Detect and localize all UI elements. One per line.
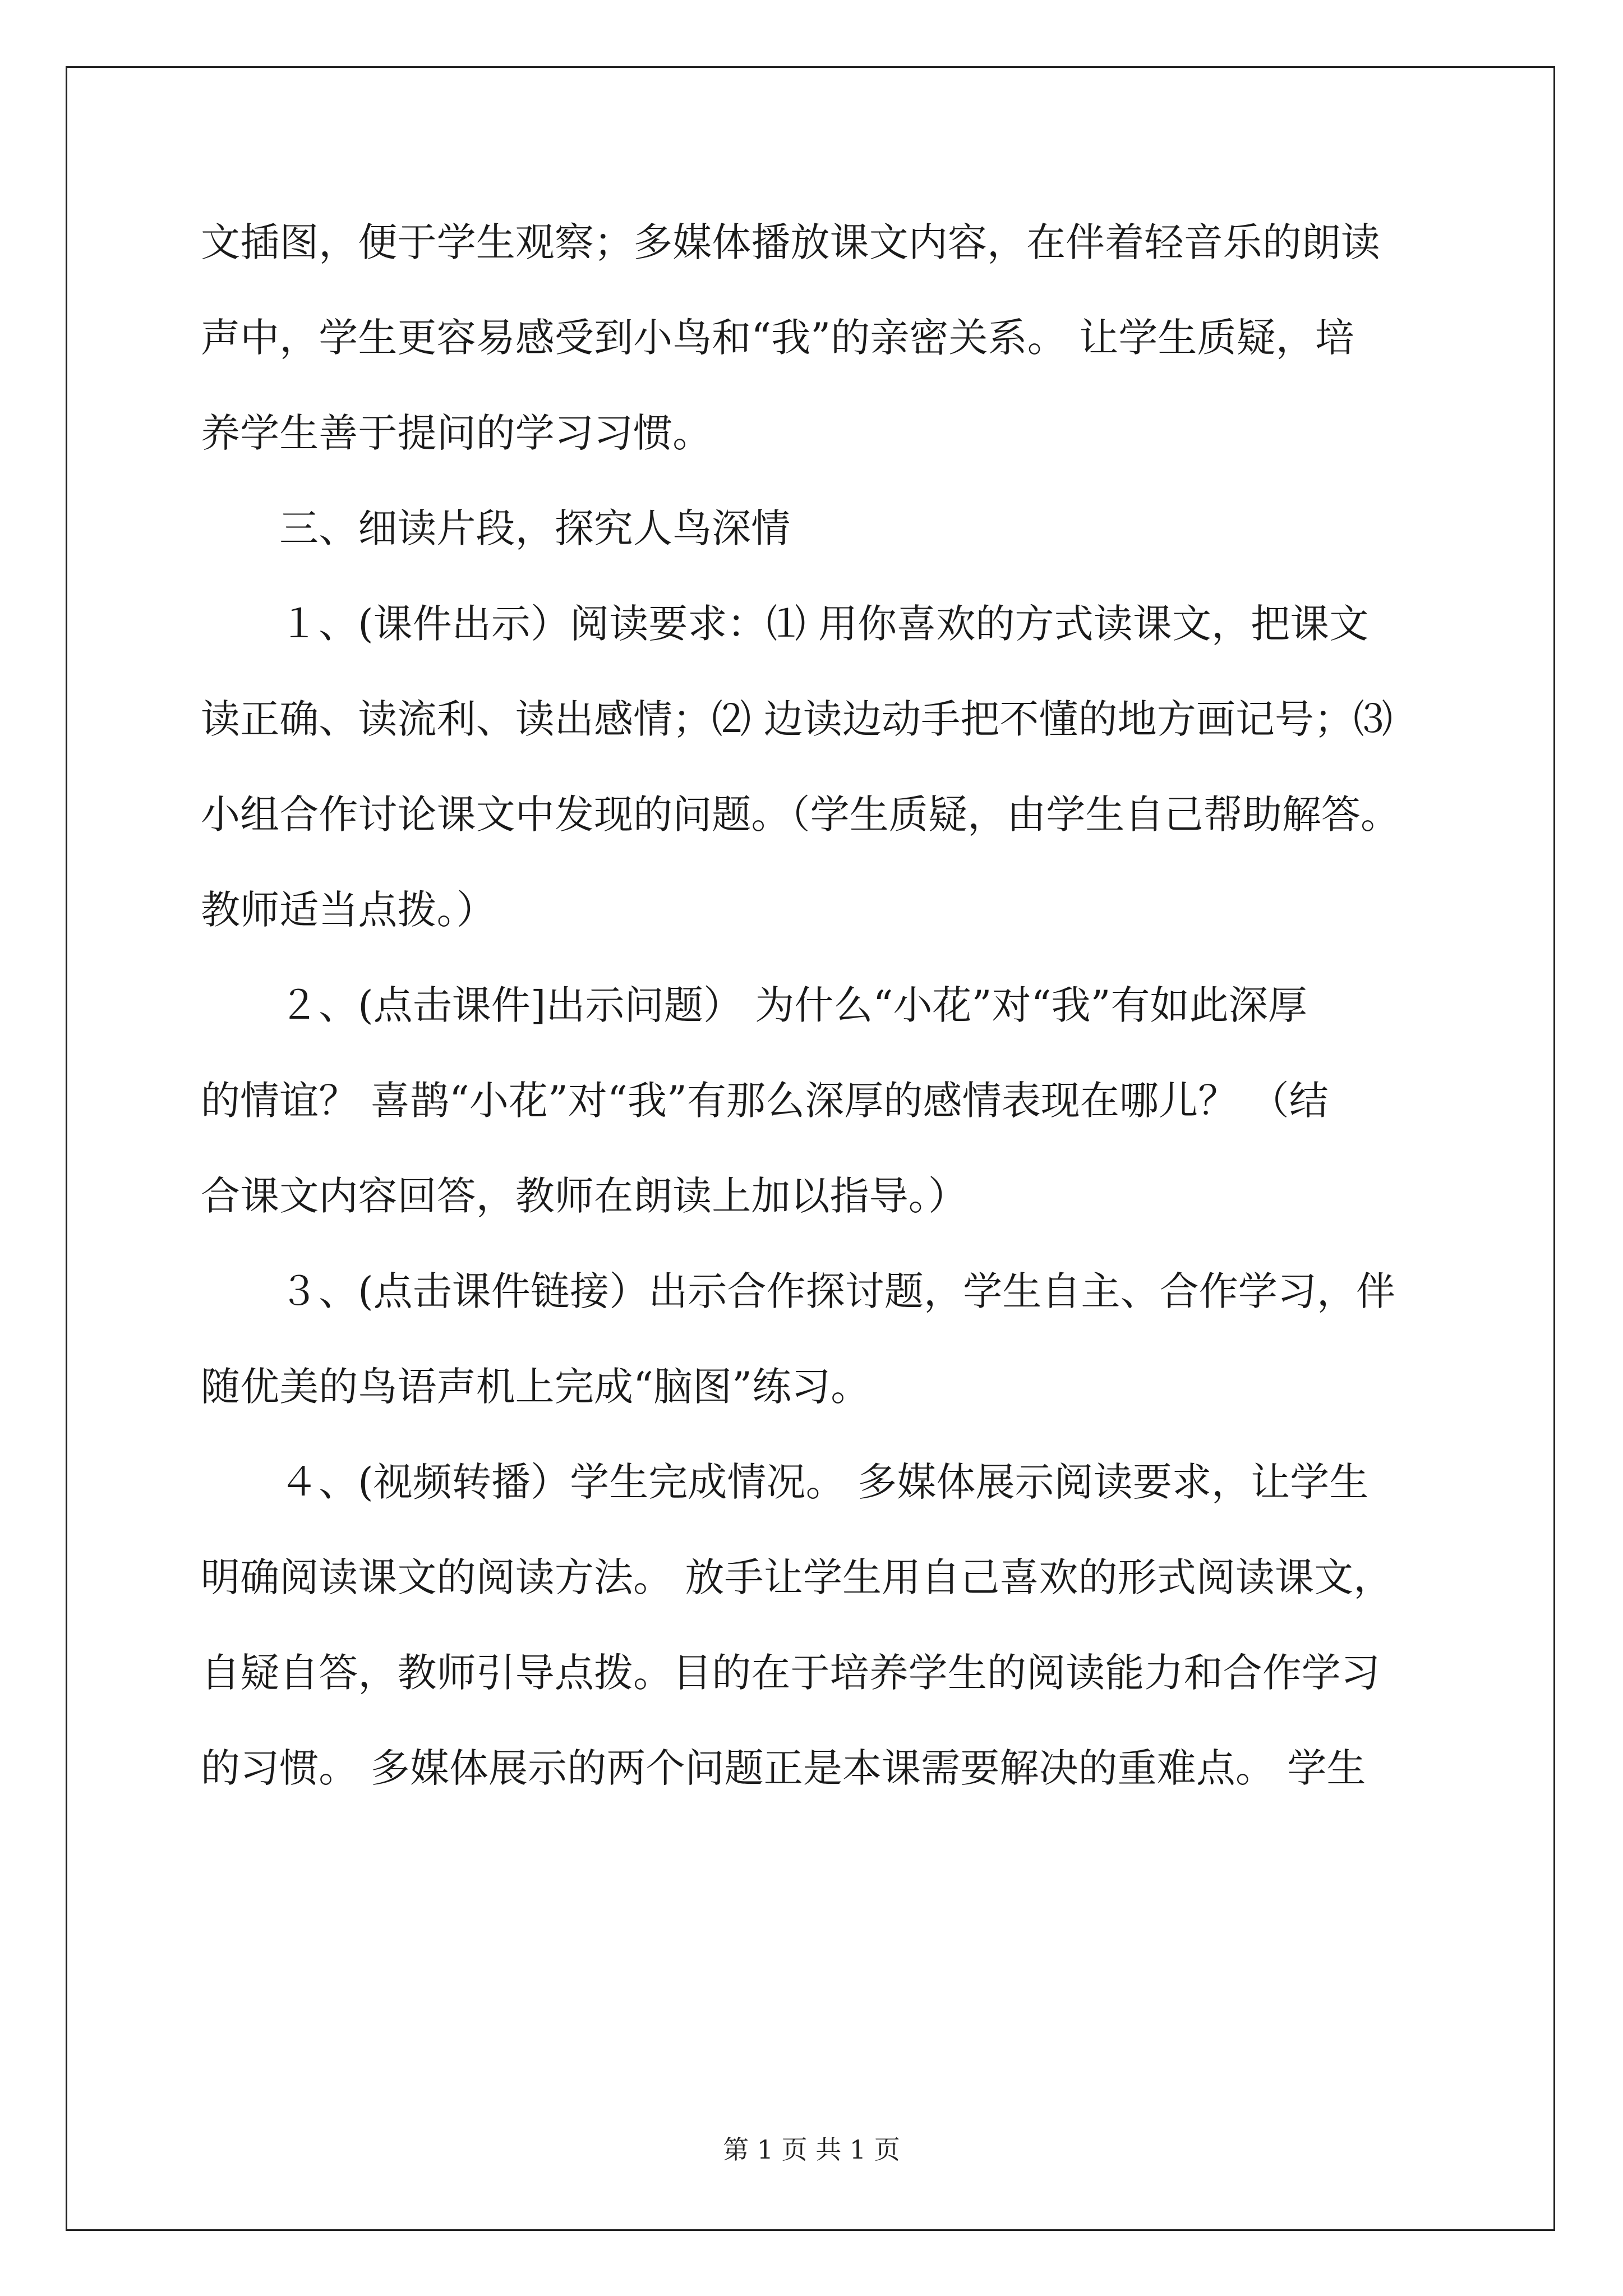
text-line: 随优美的鸟语声机上完成“脑图”练习。 (201, 1364, 870, 1410)
page-border (66, 66, 1555, 2231)
text-line: 声中，学生更容易感受到小鸟和“我”的亲密关系。 让学生质疑，培 (201, 315, 1354, 361)
text-line: 自疑自答，教师引导点拨。目的在于培养学生的阅读能力和合作学习 (201, 1650, 1380, 1696)
section-heading: 三、细读片段，探究人鸟深情 (279, 505, 791, 551)
text-line: 合课文内容回答，教师在朗读上加以指导。） (201, 1173, 967, 1219)
text-line: 教师适当点拨。） (201, 887, 496, 933)
text-line: ２、(点击课件]出示问题） 为什么“小花”对“我”有如此深厚 (279, 982, 1308, 1028)
text-line: 的习惯。 多媒体展示的两个问题正是本课需要解决的重难点。 学生 (201, 1745, 1366, 1791)
text-line: 的情谊？ 喜鹊“小花”对“我”有那么深厚的感情表现在哪儿？ （结 (201, 1078, 1329, 1124)
text-line: １、(课件出示）阅读要求：⑴ 用你喜欢的方式读课文，把课文 (279, 601, 1369, 647)
text-line: ４、(视频转播）学生完成情况。 多媒体展示阅读要求，让学生 (279, 1459, 1369, 1505)
text-line: 读正确、读流利、读出感情；⑵ 边读边动手把不懂的地方画记号；⑶ (201, 696, 1393, 742)
text-line: ３、(点击课件链接）出示合作探讨题，学生自主、合作学习，伴 (279, 1268, 1396, 1314)
text-line: 文插图，便于学生观察；多媒体播放课文内容，在伴着轻音乐的朗读 (201, 219, 1380, 265)
page-footer: 第 1 页 共 1 页 (723, 2134, 900, 2165)
text-line: 养学生善于提问的学习习惯。 (201, 410, 712, 456)
text-line: 小组合作讨论课文中发现的问题。（学生质疑，由学生自己帮助解答。 (201, 792, 1400, 838)
text-line: 明确阅读课文的阅读方法。 放手让学生用自己喜欢的形式阅读课文， (201, 1554, 1393, 1600)
